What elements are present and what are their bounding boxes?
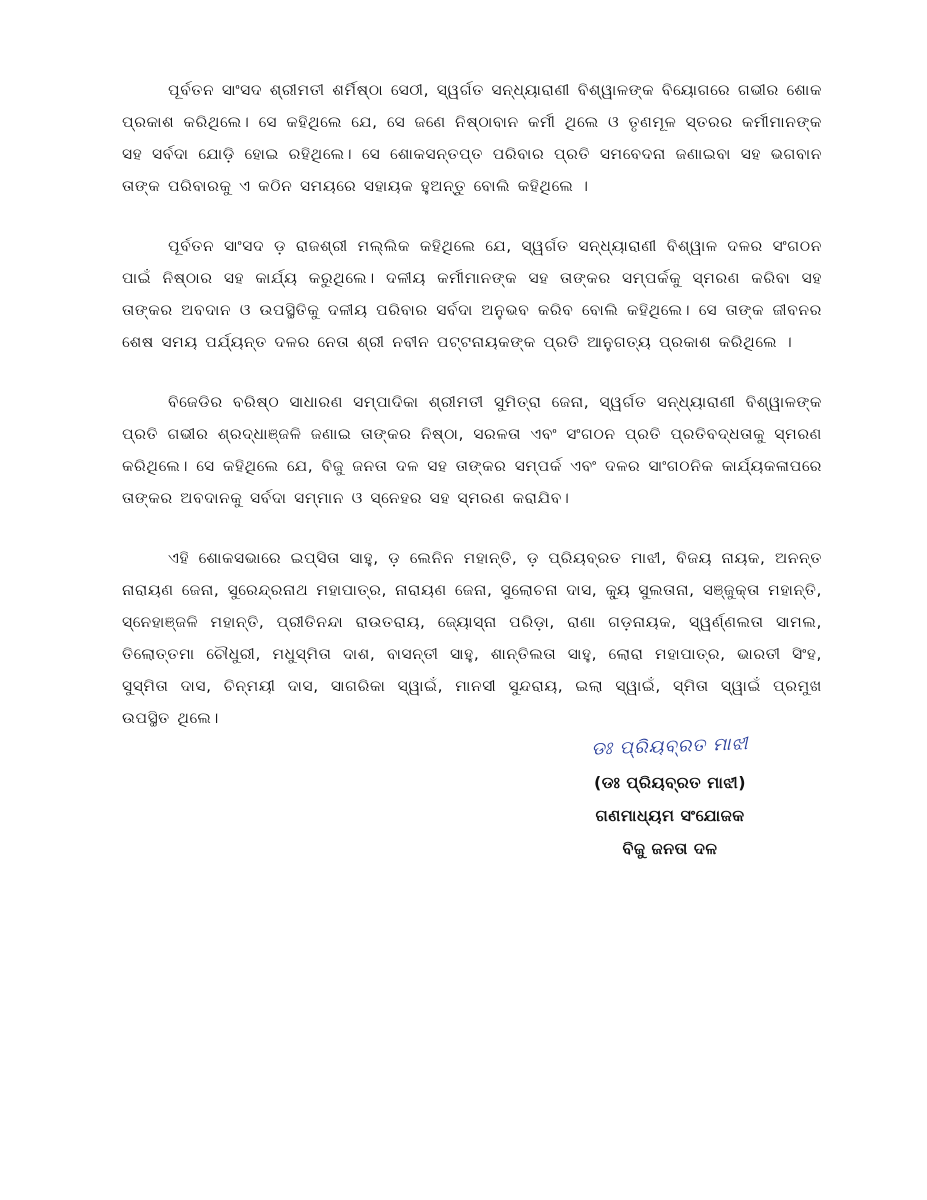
- signatory-designation: ଗଣମାଧ୍ୟମ ସଂଯୋଜକ: [595, 806, 745, 825]
- paragraph-4: ଏହି ଶୋକସଭାରେ ଇପ୍ସିତା ସାହୁ, ଡ଼ ଲେନିନ ମହାନ୍ତି, ଡ଼ ପ୍ରିୟବ୍ରତ ମାଝୀ, ବିଜୟ ନାୟକ, ଅନନ୍ତ ନାରାୟଣ ଜେନା, ସୁରେନ୍ଦ୍ରନାଥ ମହାପାତ୍ର, ନାରାୟଣ ଜେନା, ସୁଲୋଚନା ଦାସ, କ୍ୟୁ ସୁଲତାନା, ସଞ୍ଜୁକ୍ତା ମହାନ୍ତି, ସ୍ନେହାଞ୍ଜଳି ମହାନ୍ତି, ପ୍ରୀତିନନ୍ଦା ରାଉତରାୟ, ଜ୍ୟୋସ୍ନା ପରିଡ଼ା, ରାଣା ଗଡ଼ନାୟକ, ସ୍ୱର୍ଣ୍ଣଲତା ସାମଲ, ତିଲୋତ୍ତମା ଚୌଧୁରୀ, ମଧୁସ୍ମିତା ଦାଶ, ବାସନ୍ତୀ ସାହୁ, ଶାନ୍ତିଲତା ସାହୁ, ଲୋରା ମହାପାତ୍ର, ଭାରତୀ ସିଂହ, ସୁସ୍ମିତା ଦାସ, ଚିନ୍ମୟୀ ଦାସ, ସାଗରିକା ସ୍ୱାଇଁ, ମାନସୀ ସୁନ୍ଦରାୟ, ଇଲା ସ୍ୱାଇଁ, ସ୍ମିତା ସ୍ୱାଇଁ ପ୍ରମୁଖ ଉପସ୍ଥିତ ଥିଲେ।: [122, 549, 822, 727]
- handwritten-signature: ଡଃ ପ୍ରିୟବ୍ରତ ମାଝୀ: [591, 733, 749, 760]
- paragraph-3: ବିଜେଡିର ବରିଷ୍ଠ ସାଧାରଣ ସମ୍ପାଦିକା ଶ୍ରୀମତୀ ସୁମିତ୍ରା ଜେନା, ସ୍ୱର୍ଗତ ସନ୍ଧ୍ୟାରାଣୀ ବିଶ୍ୱାଳଙ୍କ ପ୍ରତି ଗଭୀର ଶ୍ରଦ୍ଧାଞ୍ଜଳି ଜଣାଇ ତାଙ୍କର ନିଷ୍ଠା, ସରଳତା ଏବଂ ସଂଗଠନ ପ୍ରତି ପ୍ରତିବଦ୍ଧତାକୁ ସ୍ମରଣ କରିଥିଲେ। ସେ କହିଥିଲେ ଯେ, ବିଜୁ ଜନତା ଦଳ ସହ ତାଙ୍କର ସମ୍ପର୍କ ଏବଂ ଦଳର ସାଂଗଠନିକ କାର୍ଯ୍ୟକଳାପରେ ତାଙ୍କର ଅବଦାନକୁ ସର୍ବଦା ସମ୍ମାନ ଓ ସ୍ନେହର ସହ ସ୍ମରଣ କରାଯିବ।: [122, 393, 822, 507]
- paragraph-1: ପୂର୍ବତନ ସାଂସଦ ଶ୍ରୀମତୀ ଶର୍ମିଷ୍ଠା ସେଠୀ, ସ୍ୱର୍ଗତ ସନ୍ଧ୍ୟାରାଣୀ ବିଶ୍ୱାଳଙ୍କ ବିୟୋଗରେ ଗଭୀର ଶୋକ ପ୍ରକାଶ କରିଥିଲେ। ସେ କହିଥିଲେ ଯେ, ସେ ଜଣେ ନିଷ୍ଠାବାନ କର୍ମୀ ଥିଲେ ଓ ତୃଣମୂଳ ସ୍ତରର କର୍ମୀମାନଙ୍କ ସହ ସର୍ବଦା ଯୋଡ଼ି ହୋଇ ରହିଥିଲେ। ସେ ଶୋକସନ୍ତପ୍ତ ପରିବାର ପ୍ରତି ସମବେଦନା ଜଣାଇବା ସହ ଭଗବାନ ତାଙ୍କ ପରିବାରକୁ ଏ କଠିନ ସମୟରେ ସହାୟକ ହୁଅନ୍ତୁ ବୋଲି କହିଥିଲେ ।: [122, 81, 822, 195]
- signatory-name: (ଡଃ ପ୍ରିୟବ୍ରତ ମାଝୀ): [593, 773, 747, 792]
- paragraph-2: ପୂର୍ବତନ ସାଂସଦ ଡ଼ ରାଜଶ୍ରୀ ମଲ୍ଲିକ କହିଥିଲେ ଯେ, ସ୍ୱର୍ଗତ ସନ୍ଧ୍ୟାରାଣୀ ବିଶ୍ୱାଳ ଦଳର ସଂଗଠନ ପାଇଁ ନିଷ୍ଠାର ସହ କାର୍ଯ୍ୟ କରୁଥିଲେ। ଦଳୀୟ କର୍ମୀମାନଙ୍କ ସହ ତାଙ୍କର ସମ୍ପର୍କକୁ ସ୍ମରଣ କରିବା ସହ ତାଙ୍କର ଅବଦାନ ଓ ଉପସ୍ଥିତିକୁ ଦଳୀୟ ପରିବାର ସର୍ବଦା ଅନୁଭବ କରିବ ବୋଲି କହିଥିଲେ। ସେ ତାଙ୍କ ଜୀବନର ଶେଷ ସମୟ ପର୍ଯ୍ୟନ୍ତ ଦଳର ନେତା ଶ୍ରୀ ନବୀନ ପଟ୍ଟନାୟକଙ୍କ ପ୍ରତି ଆନୁଗତ୍ୟ ପ୍ରକାଶ କରିଥିଲେ ।: [122, 237, 822, 351]
- signature-block: [540, 728, 800, 865]
- signatory-organization: ବିଜୁ ଜନତା ଦଳ: [622, 839, 718, 858]
- document-body: [122, 74, 822, 762]
